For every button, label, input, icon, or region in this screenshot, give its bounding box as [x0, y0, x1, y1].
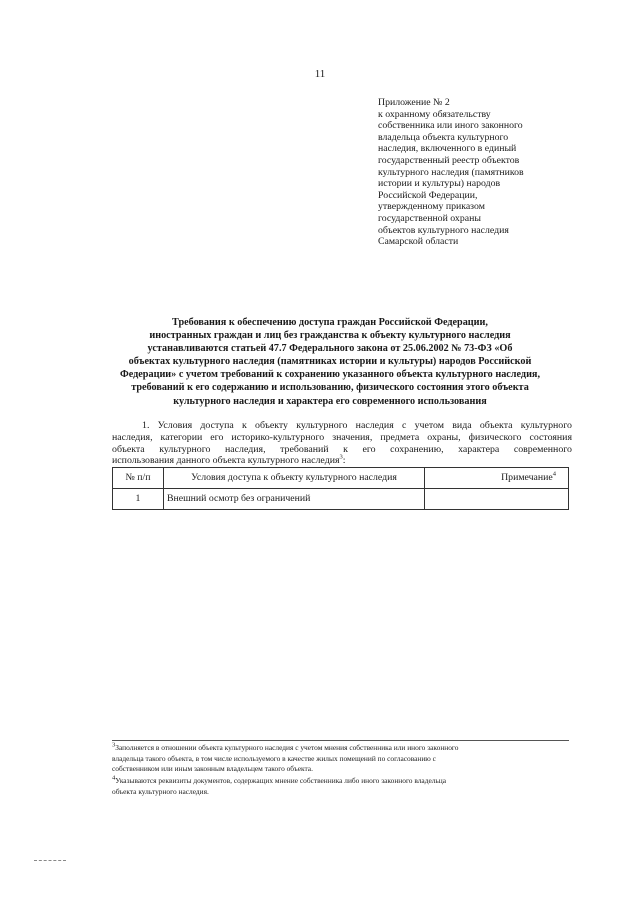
intro-line: наследия, категории его историко-культурного значения, предмета охраны, физического состояния — [112, 431, 572, 443]
appendix-line: государственной охраны — [378, 212, 481, 224]
appendix-line: к охранному обязательству — [378, 108, 491, 120]
appendix-line: наследия, включенного в единый — [378, 143, 517, 155]
title-line: Требования к обеспечению доступа граждан Российской Федерации, — [172, 317, 488, 328]
footnote-line: собственником или иным законным владельцем такого объекта. — [112, 764, 313, 774]
footnote-text: Заполняется в отношении объекта культурного наследия с учетом мнения собственника или иного законного — [115, 743, 459, 752]
title-line: культурного наследия и характера его современного использования — [173, 395, 487, 407]
header-note-label: Примечание — [501, 472, 553, 483]
intro-line: объекта культурного наследия, требований к его сохранению, характера современного — [112, 443, 572, 455]
intro-paragraph — [112, 420, 572, 467]
row-num: 1 — [113, 489, 164, 510]
appendix-header — [378, 97, 578, 248]
appendix-line: государственный реестр объектов — [378, 154, 520, 166]
appendix-line: утвержденному приказом — [378, 201, 485, 213]
footnote-ref-4: 4 — [552, 470, 556, 478]
appendix-line: культурного наследия (памятников — [378, 166, 524, 178]
appendix-line: владельца объекта культурного — [378, 131, 509, 143]
footnote-ref-3: 3 — [339, 454, 343, 462]
footnote-line: объекта культурного наследия. — [112, 786, 209, 796]
intro-colon: : — [342, 455, 346, 467]
table-header-row — [113, 468, 569, 489]
appendix-line: Самарской области — [378, 236, 459, 248]
title-line: объектах культурного наследия (памятниках истории и культуры) народов Российской — [128, 356, 532, 368]
document-title — [110, 316, 550, 408]
row-conditions: Внешний осмотр без ограничений — [164, 489, 425, 510]
intro-last-line — [112, 455, 572, 467]
appendix-line: Российской Федерации, — [378, 189, 478, 201]
title-line: устанавливаются статьей 47.7 Федерального закона от 25.06.2002 № 73-ФЗ «Об — [147, 343, 513, 355]
scan-margin-mark — [34, 860, 66, 861]
intro-line: использования данного объекта культурного наследия — [112, 455, 340, 467]
footnote-line: владельца такого объекта, в том числе используемого в качестве жилых помещений по согласованию с — [112, 753, 436, 763]
footnote-line — [112, 743, 572, 754]
footnote-number: 4 — [112, 774, 116, 782]
appendix-line: объектов культурного наследия — [378, 224, 509, 236]
header-num: № п/п — [113, 468, 164, 489]
footnote-text: Указываются реквизиты документов, содержащих мнение собственника либо иного законного владельца — [115, 776, 447, 785]
footnote-4 — [112, 776, 572, 797]
footnote-number: 3 — [112, 741, 116, 749]
appendix-line: истории и культуры) народов — [378, 178, 501, 190]
header-note — [425, 468, 569, 489]
access-conditions-table — [112, 467, 569, 510]
title-line: требований к его содержанию и использованию, физического состояния этого объекта — [131, 382, 529, 394]
footnote-line — [112, 776, 572, 787]
table-row — [113, 489, 569, 510]
header-conditions: Условия доступа к объекту культурного наследия — [164, 468, 425, 489]
title-line: иностранных граждан и лиц без гражданства к объекту культурного наследия — [149, 330, 511, 342]
appendix-line: собственника или иного законного — [378, 120, 523, 132]
page-number: 11 — [314, 68, 326, 80]
appendix-line: Приложение № 2 — [378, 97, 450, 108]
row-note — [425, 489, 569, 510]
footnote-3 — [112, 743, 572, 775]
footnote-divider — [112, 740, 569, 741]
title-line: Федерации» с учетом требований к сохранению указанного объекта культурного наследия, — [120, 369, 540, 381]
intro-line: 1. Условия доступа к объекту культурного наследия с учетом вида объекта культурного — [142, 420, 572, 431]
